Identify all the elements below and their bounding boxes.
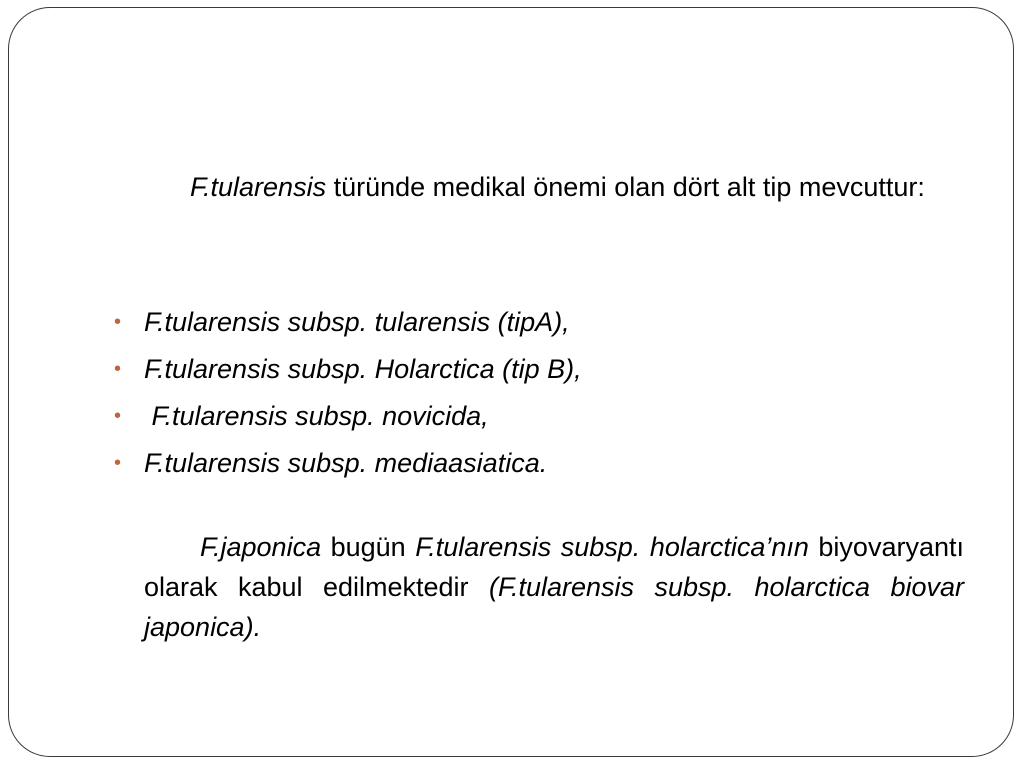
list-item: [114, 441, 964, 488]
list-item-label: F.tularensis subsp. novicida,: [144, 401, 489, 431]
intro-species: F.tularensis: [190, 172, 327, 202]
closing-text-1: bugün: [321, 532, 416, 562]
intro-paragraph: [144, 168, 964, 206]
closing-text-2: biyovaryantı olarak kabul edilmektedir: [144, 532, 964, 602]
bullet-icon: •: [114, 452, 122, 474]
subspecies-list: [114, 300, 964, 488]
intro-text: türünde medikal önemi olan dört alt tip mevcuttur:: [326, 172, 925, 202]
list-item: [114, 394, 964, 441]
closing-species-2: F.tularensis subsp. holarctica’nın: [415, 532, 809, 562]
bullet-icon: •: [114, 358, 122, 380]
closing-paragraph: [144, 527, 964, 647]
list-item-label: F.tularensis subsp. Holarctica (tip B),: [144, 354, 582, 384]
list-item: [114, 347, 964, 394]
bullet-icon: •: [114, 311, 122, 333]
list-item-label: F.tularensis subsp. tularensis (tipA),: [144, 307, 570, 337]
list-item: [114, 300, 964, 347]
closing-species-3: (F.tularensis subsp. holarctica biovar japonica).: [144, 572, 964, 642]
list-item-label: F.tularensis subsp. mediaasiatica.: [144, 448, 548, 478]
closing-species-1: F.japonica: [200, 532, 322, 562]
bullet-icon: •: [114, 405, 122, 427]
